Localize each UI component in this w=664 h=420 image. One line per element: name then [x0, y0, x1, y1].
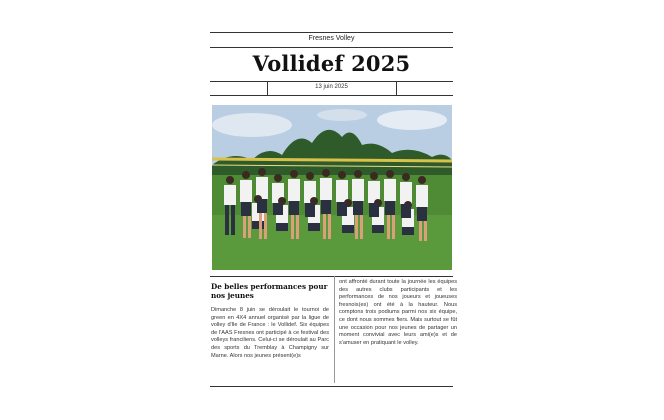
- article-body-left: Dimanche 8 juin se déroulait le tournoi de green en 4X4 annuel organisé par la ligue de volley d'Ile de France : le Vollidef. Six équipes de l'AAS Fresnes ont participé à ce festival des volleys franciliens. Celui-ci se déroulait au Parc des sports du Tremblay à Champigny sur Marne. Alors nos jeunes présent(e)s: [211, 307, 329, 359]
- article-body-right: ont affronté durant toute la journée les équipes des autres clubs participants et les performances de nos joueurs et joueuses fresnois(es) ont été à la hauteur. Nous comptons trois podiums parmi nos six équipe, ce dont nous sommes fiers. Mais surtout se fût une occasion pour nos jeunes de partager un moment convivial avec leurs ami(e)s et de s'amuser en pratiquant le volley.: [339, 279, 457, 346]
- column-divider: [334, 276, 335, 383]
- article-bottom-rule: [210, 386, 453, 387]
- date-bottom-rule: [210, 95, 453, 96]
- page-title: Vollidef 2025: [252, 51, 411, 76]
- date-box-right-border: [396, 81, 397, 95]
- team-photo: [212, 105, 452, 270]
- brand-rule: [210, 47, 453, 48]
- article-headline: De belles performances pour nos jeunes: [211, 282, 328, 300]
- top-rule: [210, 32, 453, 33]
- article-top-rule: [210, 276, 453, 277]
- publication-name: Fresnes Volley: [308, 35, 355, 42]
- publication-date: 13 juin 2025: [315, 84, 348, 90]
